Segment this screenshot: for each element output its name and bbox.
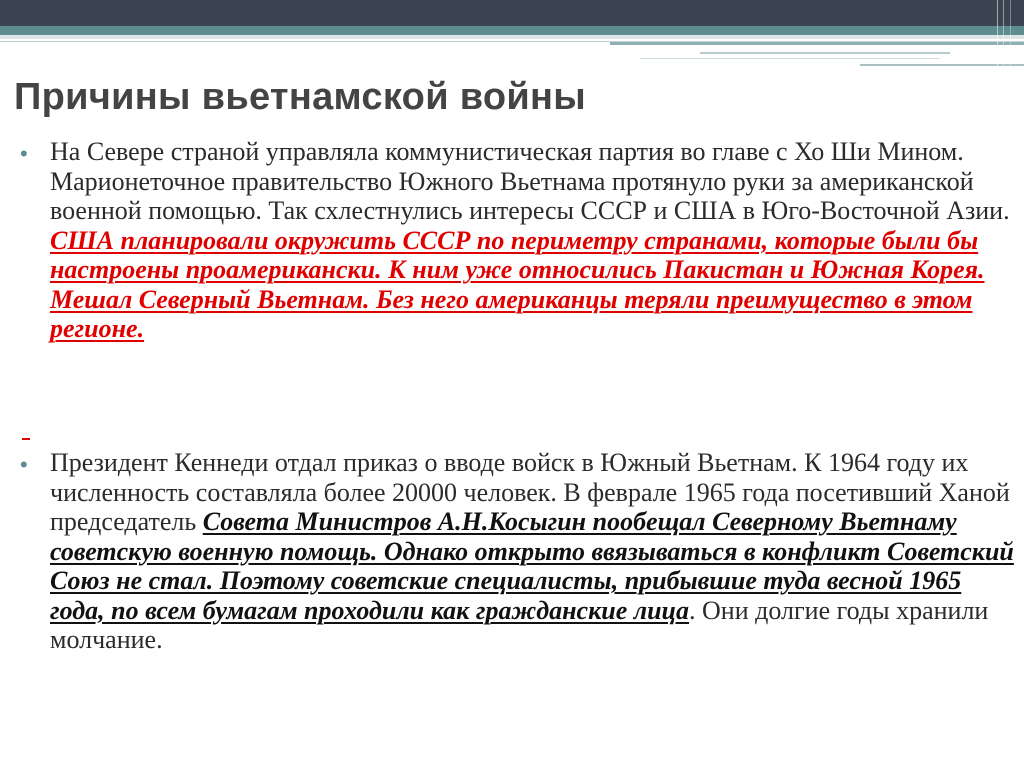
header-deco-line	[700, 52, 950, 54]
header-deco-vertical	[997, 0, 998, 70]
bullet-marker: •	[20, 141, 28, 166]
header-deco-line	[640, 58, 940, 59]
emphasis-black-text: Совета Министров А.Н.Косыгин пообещал Северному Вьетнаму советскую военную помощь. Однако открыто ввязываться в конфликт Советский Союз не стал. Поэтому советские специалисты, прибывшие туда весной 1965 года, по всем бумагам проходили как гражданские лица	[50, 507, 1014, 625]
paragraph-tail-text: . Они долгие годы хранили молчание.	[50, 595, 989, 654]
bullet-marker: •	[20, 452, 28, 477]
red-underscore-mark	[22, 438, 30, 440]
header-light-stripe	[0, 35, 1024, 39]
header-deco-line	[610, 42, 1024, 45]
paragraph-text: Президент Кеннеди отдал приказ о вводе войск в Южный Вьетнам. К 1964 году их численность составляла более 20000 человек. В феврале 1965 года посетивший Ханой председатель	[50, 448, 1010, 536]
bullet-paragraph-1	[50, 137, 1015, 344]
header-deco-line	[860, 64, 1024, 66]
emphasis-red-text: США планировали окружить СССР по периметру странами, которые были бы настроены проамерикански. К ним уже относились Пакистан и Южная Корея. Мешал Северный Вьетнам. Без него американцы теряли преимущество в этом регионе.	[50, 225, 985, 343]
header-deco-vertical	[1003, 0, 1004, 70]
bullet-paragraph-2	[50, 448, 1015, 655]
paragraph-text: На Севере страной управляла коммунистическая партия во главе с Хо Ши Мином. Марионеточное правительство Южного Вьетнама протянуло руки за американской военной помощью. Так схлестнулись интересы СССР и США в Юго-Восточной Азии.	[50, 137, 1010, 225]
slide-title: Причины вьетнамской войны	[14, 76, 587, 118]
header-deco-vertical	[1010, 0, 1011, 70]
header-dark-band	[0, 0, 1024, 26]
header-teal-band	[0, 26, 1024, 35]
